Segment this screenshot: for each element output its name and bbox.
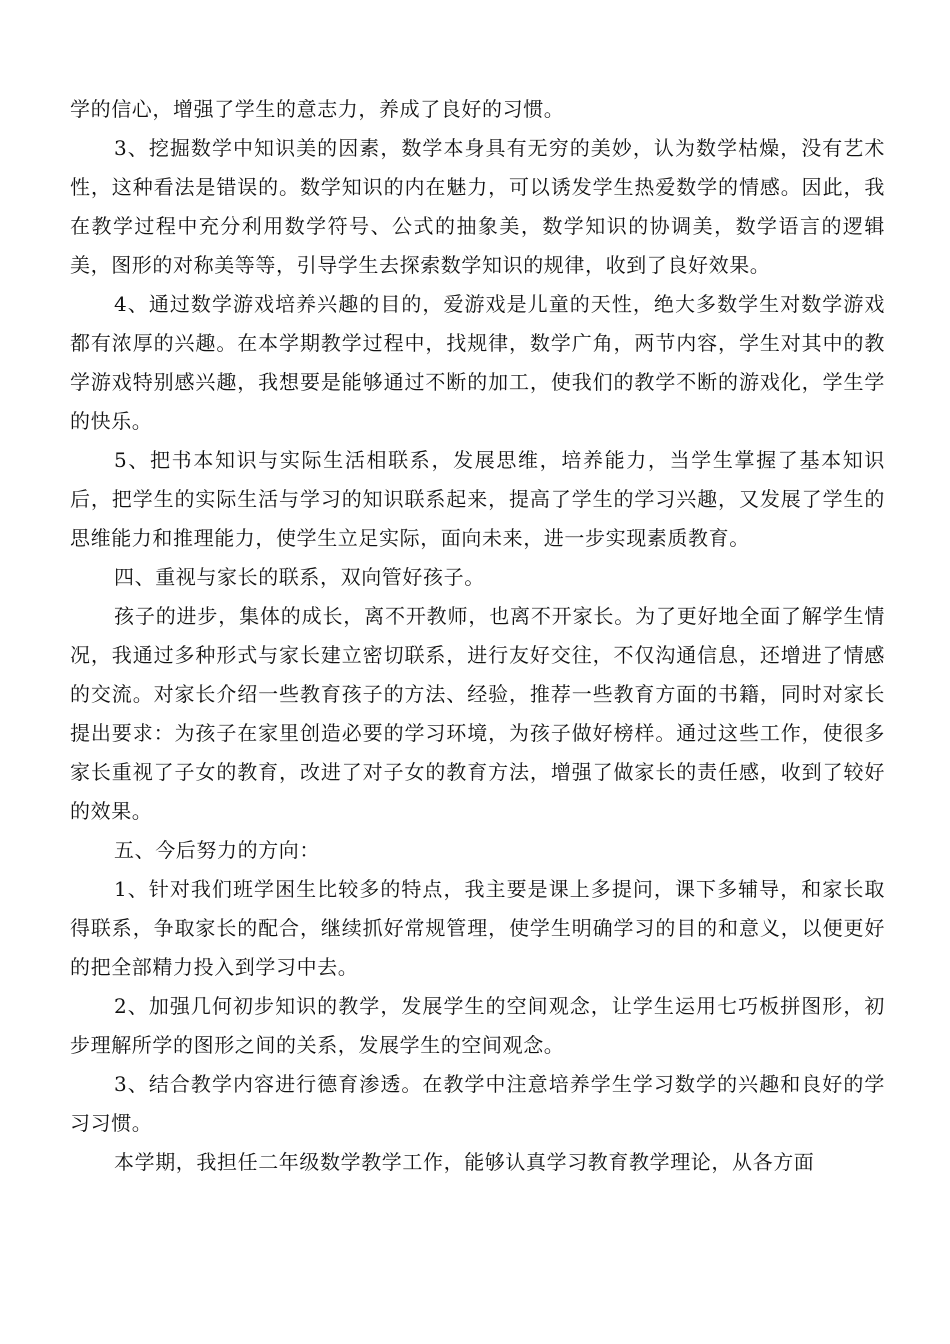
paragraph: 孩子的进步，集体的成长，离不开教师，也离不开家长。为了更好地全面了解学生情况，我通过多种形式与家长建立密切联系，进行友好交往，不仅沟通信息，还增进了情感的交流。对家长介绍一些教育孩子的方法、经验，推荐一些教育方面的书籍，同时对家长提出要求：为孩子在家里创造必要的学习环境，为孩子做好榜样。通过这些工作，使很多家长重视了子女的教育，改进了对子女的教育方法，增强了做家长的责任感，收到了较好的效果。 — [70, 604, 885, 823]
paragraph: 本学期，我担任二年级数学教学工作，能够认真学习教育教学理论，从各方面 — [114, 1150, 815, 1174]
paragraph: 学的信心，增强了学生的意志力，养成了良好的习惯。 — [70, 97, 565, 121]
paragraph: 2、加强几何初步知识的教学，发展学生的空间观念，让学生运用七巧板拼图形，初步理解所学的图形之间的关系，发展学生的空间观念。 — [70, 994, 885, 1057]
section-heading: 四、重视与家长的联系，双向管好孩子。 — [114, 565, 485, 589]
paragraph: 5、把书本知识与实际生活相联系，发展思维，培养能力，当学生掌握了基本知识后，把学生的实际生活与学习的知识联系起来，提高了学生的学习兴趣，又发展了学生的思维能力和推理能力，使学生立足实际，面向未来，进一步实现素质教育。 — [70, 448, 885, 550]
paragraph: 4、通过数学游戏培养兴趣的目的，爱游戏是儿童的天性，绝大多数学生对数学游戏都有浓厚的兴趣。在本学期教学过程中，找规律，数学广角，两节内容，学生对其中的教学游戏特别感兴趣，我想要是能够通过不断的加工，使我们的教学不断的游戏化，学生学的快乐。 — [70, 292, 885, 433]
paragraph: 1、针对我们班学困生比较多的特点，我主要是课上多提问，课下多辅导，和家长取得联系，争取家长的配合，继续抓好常规管理，使学生明确学习的目的和意义，以便更好的把全部精力投入到学习中去。 — [70, 877, 885, 979]
section-heading: 五、今后努力的方向： — [114, 838, 320, 862]
paragraph: 3、挖掘数学中知识美的因素，数学本身具有无穷的美妙，认为数学枯燥，没有艺术性，这种看法是错误的。数学知识的内在魅力，可以诱发学生热爱数学的情感。因此，我在教学过程中充分利用数学符号、公式的抽象美，数学知识的协调美，数学语言的逻辑美，图形的对称美等等，引导学生去探索数学知识的规律，收到了良好效果。 — [70, 136, 885, 277]
document-body — [70, 90, 885, 1182]
paragraph: 3、结合教学内容进行德育渗透。在教学中注意培养学生学习数学的兴趣和良好的学习习惯。 — [70, 1072, 885, 1135]
